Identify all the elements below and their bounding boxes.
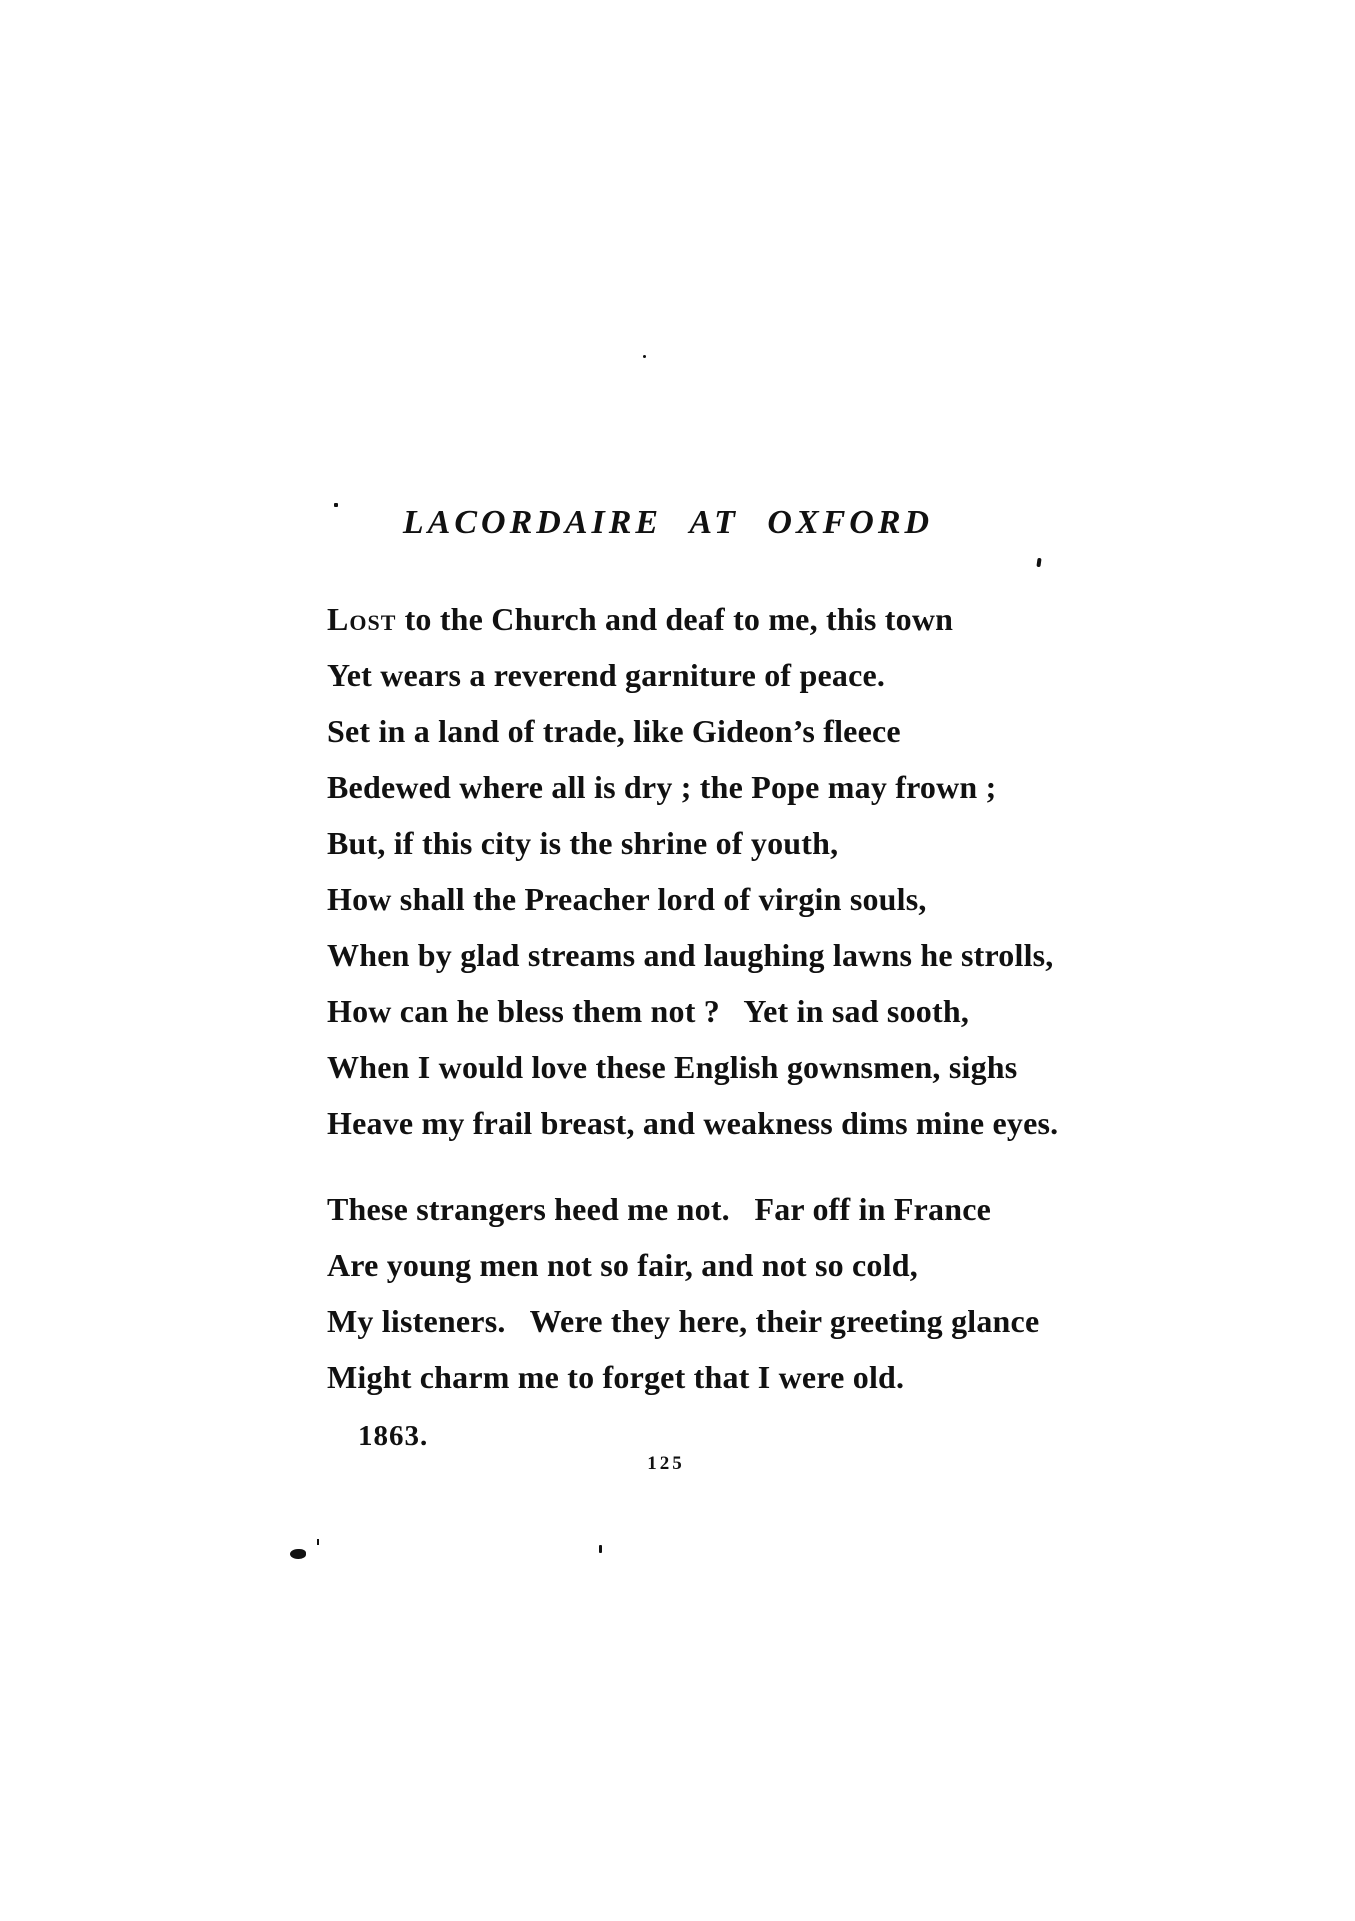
scan-blob-bottom-left: [290, 1549, 306, 1559]
poem-line: Might charm me to forget that I were old.: [327, 1359, 905, 1395]
poem-line: How shall the Preacher lord of virgin souls,: [327, 881, 927, 917]
poem-line: Are young men not so fair, and not so cold,: [327, 1247, 918, 1283]
poem-line: Yet wears a reverend garniture of peace.: [327, 657, 886, 693]
scan-speck-top: [643, 355, 646, 358]
page-number: 125: [647, 1453, 685, 1474]
poem-date: 1863.: [358, 1420, 429, 1452]
poem-stanza-2: [327, 1181, 1087, 1405]
poem-line: When I would love these English gownsmen, sighs: [327, 1049, 1018, 1085]
poem-line: These strangers heed me not. Far off in France: [327, 1191, 992, 1227]
scan-speck-right: [1036, 558, 1041, 567]
poem-line: My listeners. Were they here, their greeting glance: [327, 1303, 1040, 1339]
poem-line-text: to the Church and deaf to me, this town: [396, 601, 954, 637]
scan-speck-bottom-left: [317, 1539, 319, 1545]
scan-speck-bottom-center: [599, 1545, 602, 1553]
poem-lead-word: Lost: [327, 601, 397, 637]
poem-title: LACORDAIRE AT OXFORD: [402, 503, 934, 541]
scan-speck-left-of-title: [334, 503, 338, 507]
poem-line: When by glad streams and laughing lawns he strolls,: [327, 937, 1054, 973]
poem-line: But, if this city is the shrine of youth,: [327, 825, 839, 861]
poem-line: How can he bless them not ? Yet in sad sooth,: [327, 993, 970, 1029]
poem-line: Bedewed where all is dry ; the Pope may frown ;: [327, 769, 997, 805]
poem-line: [327, 591, 1087, 647]
poem-line: Set in a land of trade, like Gideon’s fleece: [327, 713, 901, 749]
poem-line: Heave my frail breast, and weakness dims mine eyes.: [327, 1105, 1059, 1141]
poem-stanza-1: [327, 591, 1087, 1151]
